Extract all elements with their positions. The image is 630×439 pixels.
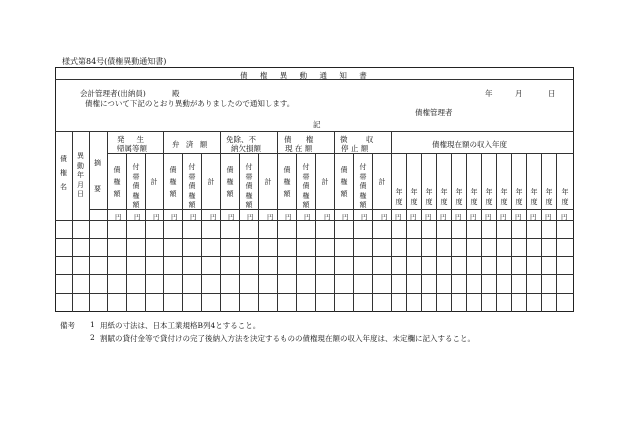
grid-subcol [239,153,240,312]
header-ido-date: 異動年月日 [77,152,84,198]
subheader-saiken-gaku: 債権額 [226,166,234,198]
yen-unit: 円 [171,213,178,221]
header-chosyu: 徴 収 [340,135,382,144]
date-day: 日 [548,89,556,98]
grid-col-7 [334,131,335,312]
header-shuunyu: 債権現在額の収入年度 [432,140,507,149]
nendo-label: 年度 [500,188,508,206]
yen-unit: 円 [485,213,492,221]
subheader-kei: 計 [378,178,386,186]
grid-subcol [201,153,202,312]
header-menjo-sub: 納欠損額 [231,144,261,153]
date-month: 月 [515,89,523,98]
grid-subcol [372,153,373,312]
addressee-label: 会計管理者(出納員) [80,89,146,98]
yen-unit: 円 [190,213,197,221]
nendo-label: 年度 [455,188,463,206]
header-saimei: 債権名 [60,155,67,191]
yen-unit: 円 [153,213,160,221]
header-genzai-sub: 現 在 額 [285,144,313,153]
grid-col-3 [107,131,108,312]
date-year: 年 [485,89,493,98]
data-row-rule [55,293,574,294]
grid-col-5 [220,131,221,312]
nendo-col [406,153,407,312]
yen-unit: 円 [381,213,388,221]
data-row-rule [55,256,574,257]
yen-row-bottom [55,220,574,221]
header-hassei-sub: 帰属等額 [117,144,147,153]
form-title: 債 権 異 動 通 知 書 [240,71,372,80]
yen-unit: 円 [440,213,447,221]
header-hassei: 発生 [117,135,156,144]
subheader-kei: 計 [207,178,215,186]
yen-unit: 円 [210,213,217,221]
yen-unit: 円 [324,213,331,221]
nendo-label: 年度 [395,188,403,206]
nendo-col [421,153,422,312]
nendo-col [451,153,452,312]
grid-subcol [258,153,259,312]
note-text: 用紙の寸法は、日本工業規格B列4とすること。 [100,321,261,330]
yen-unit: 円 [285,213,292,221]
grid-col-8 [391,131,392,312]
nendo-label: 年度 [530,188,538,206]
subheader-futai: 付帯債権額 [302,163,310,209]
yen-unit: 円 [228,213,235,221]
yen-unit: 円 [530,213,537,221]
grid-top-rule [55,131,574,132]
nendo-label: 年度 [410,188,418,206]
nendo-col [481,153,482,312]
data-row-rule [55,238,574,239]
form-number: 様式第84号(債権異動通知書) [62,57,167,66]
subheader-saiken-gaku: 債権額 [113,166,121,198]
subheader-kei: 計 [264,178,272,186]
grid-subcol [145,153,146,312]
notice-text: 債権について下記のとおり異動がありましたので通知します。 [85,99,295,108]
header-tekiyo: 摘要 [94,159,101,193]
yen-unit: 円 [500,213,507,221]
yen-unit: 円 [115,213,122,221]
subheader-saiken-gaku: 債権額 [283,166,291,198]
nendo-col [511,153,512,312]
yen-unit: 円 [470,213,477,221]
nendo-col [466,153,467,312]
nendo-col [556,153,557,312]
nendo-label: 年度 [515,188,523,206]
subheader-futai: 付帯債権額 [188,163,196,209]
honorific: 殿 [172,89,180,98]
subheader-kei: 計 [150,178,158,186]
grid-col-6 [277,131,278,312]
yen-unit: 円 [134,213,141,221]
header-chosyu-sub: 停 止 額 [341,144,369,153]
grid-col-2 [89,131,90,312]
subheader-kei: 計 [321,178,329,186]
yen-unit: 円 [561,213,568,221]
nendo-label: 年度 [470,188,478,206]
yen-row-top [89,209,574,210]
grid-subcol [315,153,316,312]
yen-unit: 円 [247,213,254,221]
grid-subcol [296,153,297,312]
yen-unit: 円 [545,213,552,221]
ki-label: 記 [313,120,321,129]
subheader-futai: 付帯債権額 [245,163,253,209]
yen-unit: 円 [361,213,368,221]
yen-unit: 円 [410,213,417,221]
grid-subcol [182,153,183,312]
subheader-saiken-gaku: 債権額 [340,166,348,198]
yen-unit: 円 [342,213,349,221]
yen-unit: 円 [304,213,311,221]
grid-subcol [126,153,127,312]
nendo-col [526,153,527,312]
nendo-label: 年度 [440,188,448,206]
grid-col-1 [72,131,73,312]
data-row-rule [55,274,574,275]
header-menjo: 免除、不 [226,135,256,144]
nendo-col [541,153,542,312]
nendo-col [436,153,437,312]
yen-unit: 円 [515,213,522,221]
nendo-label: 年度 [561,188,569,206]
note-number: 2 [90,333,95,342]
note-number: 1 [90,320,95,329]
yen-unit: 円 [425,213,432,221]
nendo-label: 年度 [425,188,433,206]
yen-unit: 円 [395,213,402,221]
nendo-label: 年度 [485,188,493,206]
subheader-futai: 付帯債権額 [132,163,140,209]
nendo-col [496,153,497,312]
notes-label: 備考 [60,321,75,330]
subheader-futai: 付帯債権額 [359,163,367,209]
note-text: 割賦の貸付金等で貸付けの完了後納入方法を決定するものの債権現在額の収入年度は、未定欄に記入すること。 [100,334,475,343]
yen-unit: 円 [455,213,462,221]
subheader-saiken-gaku: 債権額 [169,166,177,198]
grid-subcol [353,153,354,312]
signer-label: 債権管理者 [415,108,453,117]
header-bensai: 弁 済 額 [172,140,210,149]
header-genzai: 債 権 [284,135,320,144]
grid-col-4 [163,131,164,312]
yen-unit: 円 [267,213,274,221]
nendo-label: 年度 [545,188,553,206]
